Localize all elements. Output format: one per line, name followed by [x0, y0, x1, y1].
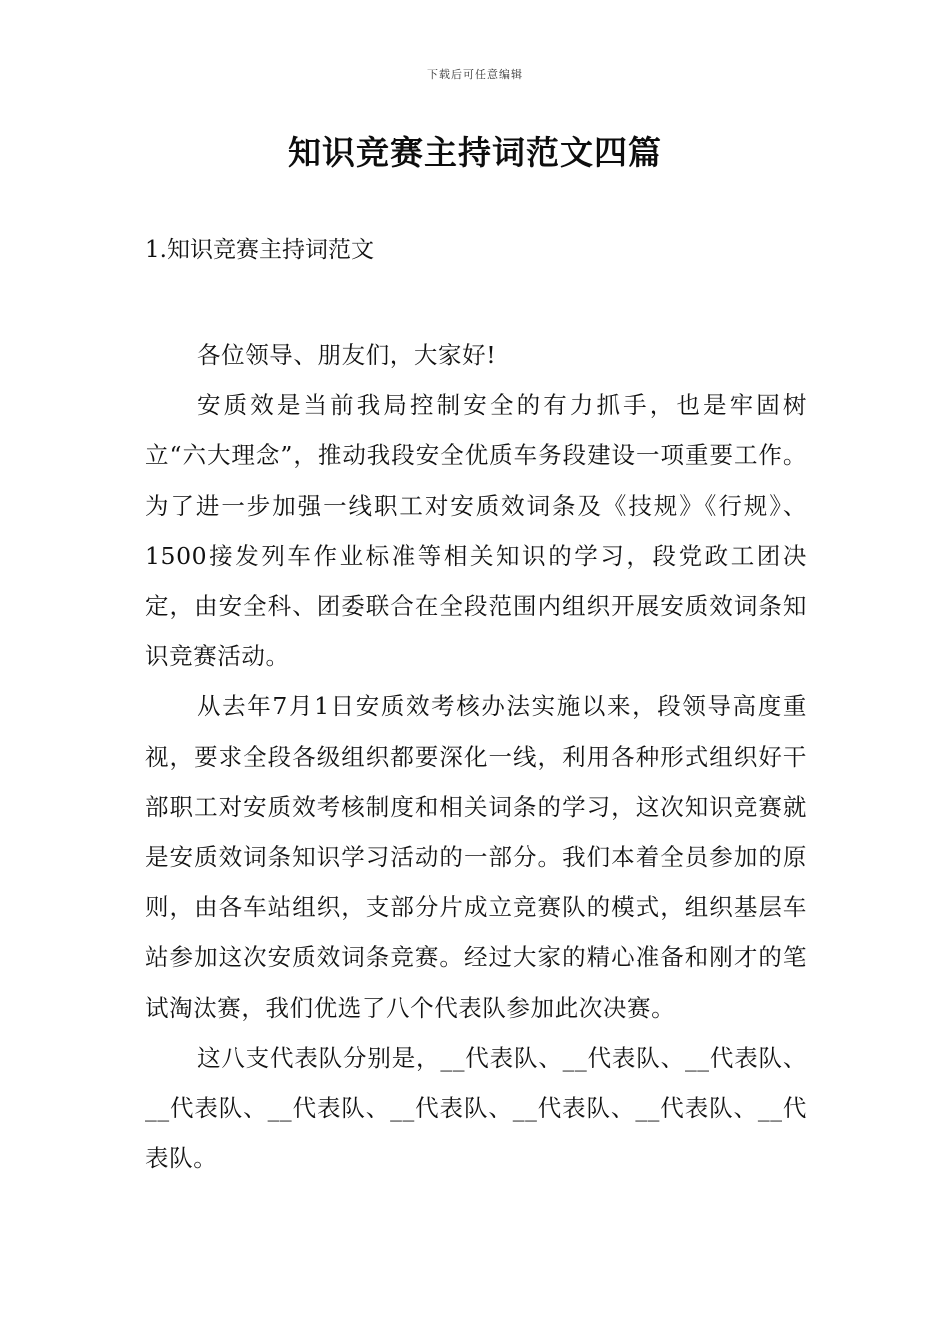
body-text [145, 330, 807, 1183]
paragraph-intro: 安质效是当前我局控制安全的有力抓手，也是牢固树立“六大理念”，推动我段安全优质车务段建设一项重要工作。为了进一步加强一线职工对安质效词条及《技规》《行规》、1500接发列车作业标准等相关知识的学习，段党政工团决定，由安全科、团委联合在全段范围内组织开展安质效词条知识竞赛活动。 [145, 391, 807, 671]
paragraph-greeting: 各位领导、朋友们，大家好! [197, 341, 497, 369]
page-title: 知识竞赛主持词范文四篇 [288, 133, 662, 172]
header-note: 下载后可任意编辑 [427, 68, 523, 81]
section-heading: 1.知识竞赛主持词范文 [145, 237, 374, 263]
paragraph-teams: 这八支代表队分别是，__代表队、__代表队、__代表队、__代表队、__代表队、__代表队、__代表队、__代表队、__代表队。 [145, 1043, 807, 1173]
paragraph-background: 从去年7月1日安质效考核办法实施以来，段领导高度重视，要求全段各级组织都要深化一线，利用各种形式组织好干部职工对安质效考核制度和相关词条的学习，这次知识竞赛就是安质效词条知识学习活动的一部分。我们本着全员参加的原则，由各车站组织，支部分片成立竞赛队的模式，组织基层车站参加这次安质效词条竞赛。经过大家的精心准备和刚才的笔试淘汰赛，我们优选了八个代表队参加此次决赛。 [145, 692, 807, 1022]
